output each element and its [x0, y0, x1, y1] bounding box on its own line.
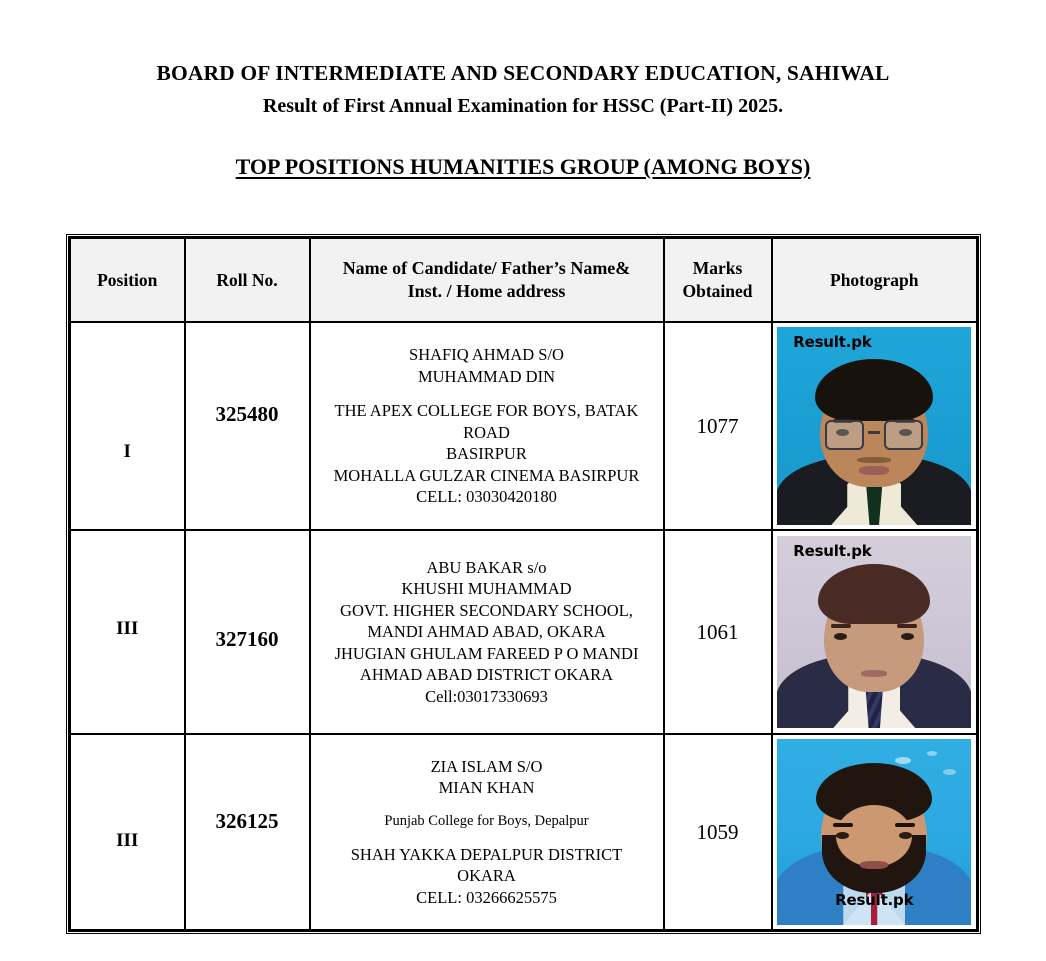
row-candidate-details	[310, 734, 664, 931]
row-candidate-details	[310, 322, 664, 530]
table-row	[70, 530, 978, 734]
candidate-photo	[777, 739, 971, 925]
group-title: TOP POSITIONS HUMANITIES GROUP (AMONG BOYS)	[235, 153, 811, 179]
top-positions-table	[68, 236, 979, 932]
row-roll-no: 326125	[185, 734, 310, 931]
photo-watermark: Result.pk	[793, 542, 872, 560]
candidate-name: ABU BAKAR s/o	[426, 557, 547, 577]
contact-cell: Cell:03017330693	[425, 686, 548, 706]
row-position: I	[70, 322, 185, 530]
row-photograph-cell	[772, 734, 978, 931]
contact-cell: CELL: 03266625575	[416, 887, 557, 907]
father-name: KHUSHI MUHAMMAD	[401, 579, 572, 599]
column-header-marks-obtained	[664, 238, 772, 323]
result-subtitle: Result of First Annual Examination for HSSC (Part-II) 2025.	[262, 94, 784, 117]
results-table-container	[68, 236, 976, 932]
column-header-position: Position	[70, 238, 185, 323]
contact-cell: CELL: 03030420180	[416, 487, 557, 507]
column-header-name-line1: Name of Candidate/ Father’s Name&	[342, 257, 631, 278]
column-header-marks-line1: Marks	[692, 258, 743, 279]
home-address-line-1: JHUGIAN GHULAM FAREED P O MANDI	[334, 643, 639, 663]
row-photograph-cell	[772, 530, 978, 734]
institute-line-2: MANDI AHMAD ABAD, OKARA	[367, 622, 606, 642]
candidate-photo	[777, 536, 971, 728]
table-row	[70, 734, 978, 931]
table-row	[70, 322, 978, 530]
candidate-photo	[777, 327, 971, 525]
institute-line-1: GOVT. HIGHER SECONDARY SCHOOL,	[340, 600, 633, 620]
home-address-line-1: SHAH YAKKA DEPALPUR DISTRICT	[350, 844, 623, 864]
row-marks-obtained: 1059	[664, 734, 772, 931]
home-address: MOHALLA GULZAR CINEMA BASIRPUR	[333, 465, 640, 485]
photo-watermark: Result.pk	[793, 333, 872, 351]
home-address-line-2: AHMAD ABAD DISTRICT OKARA	[359, 665, 614, 685]
column-header-roll-no: Roll No.	[185, 238, 310, 323]
institute-line-2: BASIRPUR	[446, 444, 527, 464]
father-name: MIAN KHAN	[438, 778, 535, 798]
candidate-name: SHAFIQ AHMAD S/O	[409, 345, 564, 365]
column-header-photograph: Photograph	[772, 238, 978, 323]
table-header-row	[70, 238, 978, 323]
row-position: III	[70, 530, 185, 734]
row-position: III	[70, 734, 185, 931]
column-header-name-line2: Inst. / Home address	[407, 281, 566, 301]
institute-line-1: THE APEX COLLEGE FOR BOYS, BATAK ROAD	[334, 401, 639, 442]
row-roll-no: 325480	[185, 322, 310, 530]
father-name: MUHAMMAD DIN	[417, 366, 556, 386]
column-header-marks-line2: Obtained	[682, 281, 753, 301]
photo-watermark: Result.pk	[835, 891, 914, 909]
home-address-line-2: OKARA	[457, 866, 516, 886]
row-candidate-details	[310, 530, 664, 734]
document-heading	[0, 0, 1046, 180]
row-marks-obtained: 1077	[664, 322, 772, 530]
candidate-name: ZIA ISLAM S/O	[430, 756, 543, 776]
column-header-name	[310, 238, 664, 323]
row-photograph-cell	[772, 322, 978, 530]
board-title: BOARD OF INTERMEDIATE AND SECONDARY EDUCATION, SAHIWAL	[156, 61, 890, 85]
institute-line-1: Punjab College for Boys, Depalpur	[384, 812, 589, 829]
row-roll-no: 327160	[185, 530, 310, 734]
row-marks-obtained: 1061	[664, 530, 772, 734]
